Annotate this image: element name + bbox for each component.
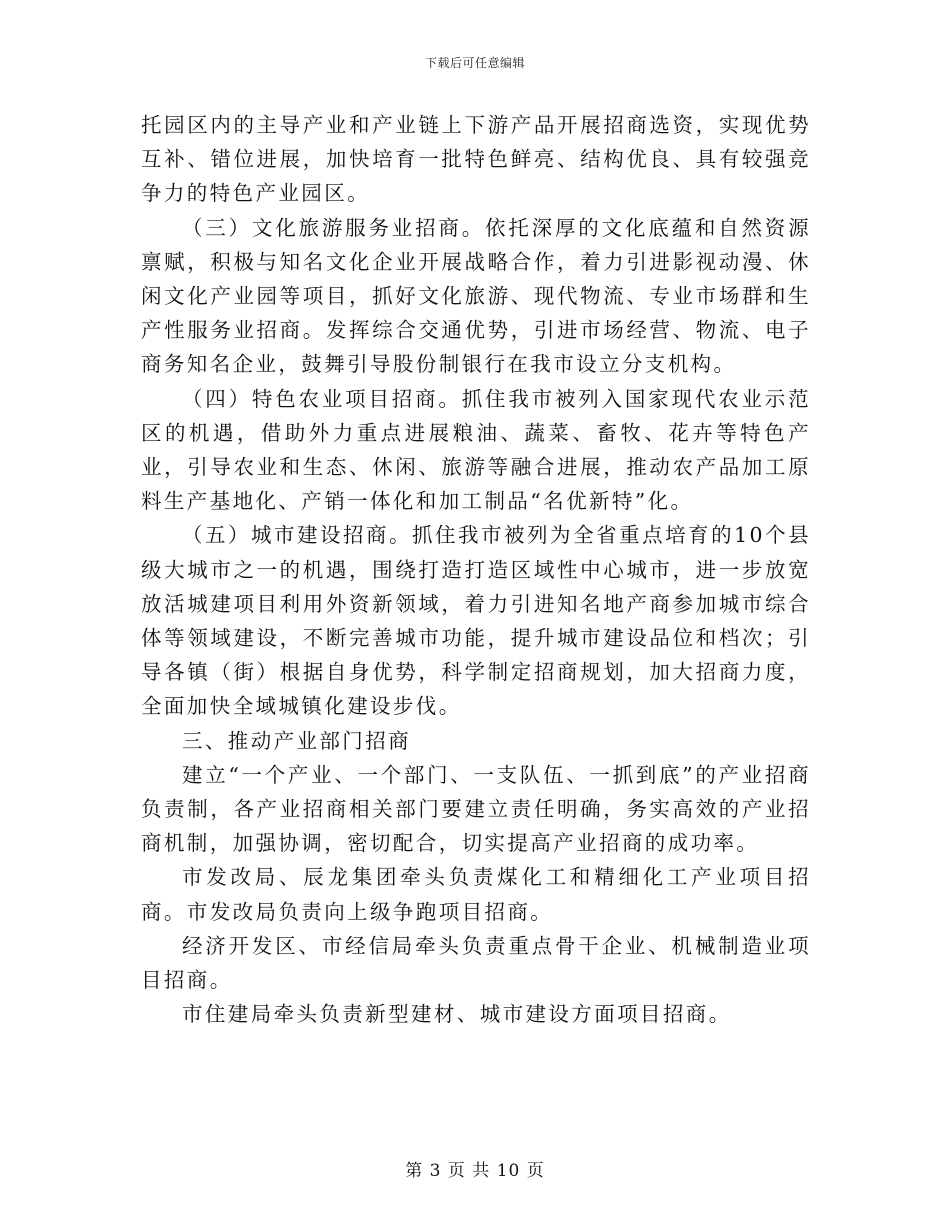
- paragraph: （五）城市建设招商。抓住我市被列为全省重点培育的10个县级大城市之一的机遇，围绕打造打造区域性中心城市，进一步放宽放活城建项目利用外资新领域，着力引进知名地产商参加城市综合体等领域建设，不断完善城市功能，提升城市建设品位和档次；引导各镇（街）根据自身优势，科学制定招商规划，加大招商力度，全面加快全域城镇化建设步伐。: [141, 523, 811, 719]
- paragraph: （四）特色农业项目招商。抓住我市被列入国家现代农业示范区的机遇，借助外力重点进展粮油、蔬菜、畜牧、花卉等特色产业，引导农业和生态、休闲、旅游等融合进展，推动农产品加工原料生产基地化、产销一体化和加工制品“名优新特”化。: [141, 386, 811, 514]
- paragraph: 市发改局、辰龙集团牵头负责煤化工和精细化工产业项目招商。市发改局负责向上级争跑项目招商。: [141, 865, 811, 924]
- page-header: 下载后可任意编辑: [424, 56, 525, 70]
- paragraph: （三）文化旅游服务业招商。依托深厚的文化底蕴和自然资源禀赋，积极与知名文化企业开展战略合作，着力引进影视动漫、休闲文化产业园等项目，抓好文化旅游、现代物流、专业市场群和生产性服务业招商。发挥综合交通优势，引进市场经营、物流、电子商务知名企业，鼓舞引导股份制银行在我市设立分支机构。: [141, 215, 811, 377]
- body-text: [141, 108, 811, 1031]
- paragraph: 建立“一个产业、一个部门、一支队伍、一抓到底”的产业招商负责制，各产业招商相关部门要建立责任明确，务实高效的产业招商机制，加强协调，密切配合，切实提高产业招商的成功率。: [141, 762, 811, 856]
- paragraph: 市住建局牵头负责新型建材、城市建设方面项目招商。: [182, 1002, 732, 1027]
- section-heading: 三、推动产业部门招商: [182, 728, 411, 753]
- paragraph: 托园区内的主导产业和产业链上下游产品开展招商选资，实现优势互补、错位进展，加快培育一批特色鲜亮、结构优良、具有较强竞争力的特色产业园区。: [141, 113, 811, 206]
- paragraph: 经济开发区、市经信局牵头负责重点骨干企业、机械制造业项目招商。: [141, 933, 811, 993]
- page-footer: 第 3 页 共 10 页: [405, 1161, 545, 1181]
